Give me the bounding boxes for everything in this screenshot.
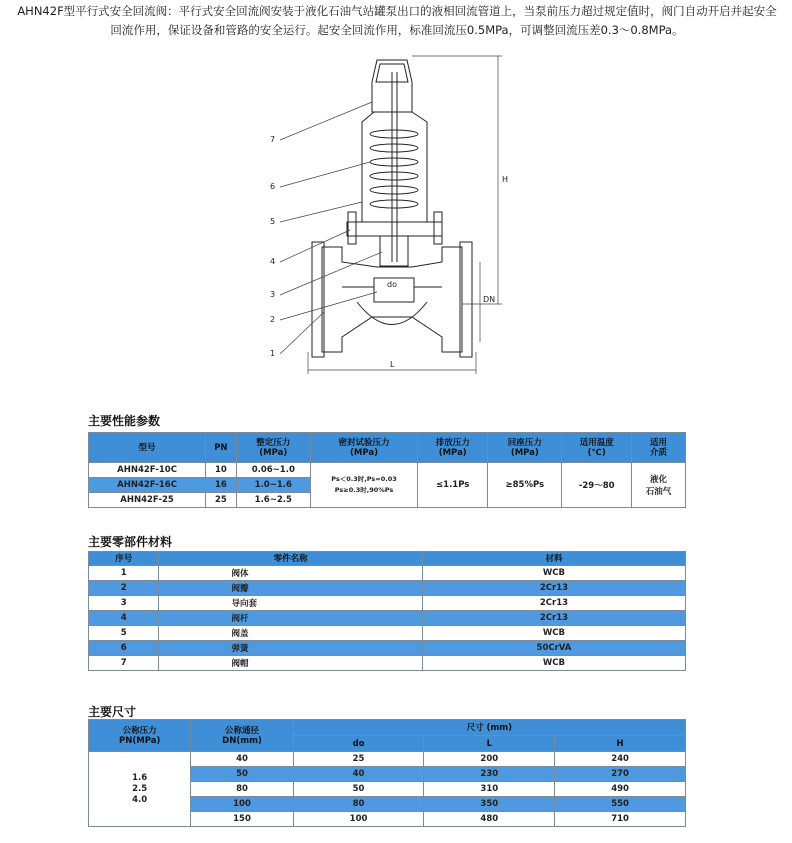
mat-no-7: 7	[89, 656, 159, 671]
perf-set-3: 1.6~2.5	[236, 493, 310, 508]
mat-name-7: 阀帽	[159, 656, 422, 671]
dim-do-5: 100	[293, 812, 424, 827]
perf-discharge: ≤1.1Ps	[418, 463, 488, 508]
perf-set-1: 0.06~1.0	[236, 463, 310, 478]
performance-table	[88, 432, 686, 508]
dim-row-1	[89, 752, 686, 767]
mat-no-2: 2	[89, 581, 159, 596]
dimensions-table	[88, 719, 686, 827]
perf-model-1: AHN42F-10C	[89, 463, 206, 478]
perf-header-seal: 密封试验压力 (MPa)	[310, 433, 417, 463]
callout-2: 2	[270, 315, 276, 324]
dim-h-5: 710	[555, 812, 686, 827]
mat-name-3: 导向套	[159, 596, 422, 611]
dim-l-4: 350	[424, 797, 555, 812]
perf-seal-line-1: Ps＜0.3时,Ps=0.03	[331, 475, 397, 483]
mat-row-4	[89, 611, 686, 626]
perf-pn-1: 10	[206, 463, 237, 478]
dim-do-2: 40	[293, 767, 424, 782]
dim-header-do: do	[293, 736, 424, 752]
dim-pn-3: 4.0	[132, 794, 148, 805]
perf-reseat: ≥85%Ps	[488, 463, 562, 508]
mat-row-2	[89, 581, 686, 596]
mat-header-name: 零件名称	[159, 552, 422, 566]
mat-name-4: 阀杆	[159, 611, 422, 626]
dim-do-4: 80	[293, 797, 424, 812]
dim-h-3: 490	[555, 782, 686, 797]
perf-temp: -29～80	[562, 463, 632, 508]
callout-1: 1	[270, 349, 276, 358]
dim-h-1: 240	[555, 752, 686, 767]
mat-mat-4: 2Cr13	[422, 611, 685, 626]
perf-header-pn: PN	[206, 433, 237, 463]
perf-header-reseat: 回座压力 (MPa)	[488, 433, 562, 463]
callout-3: 3	[270, 290, 276, 299]
dim-dn-5: 150	[191, 812, 293, 827]
dim-do-1: 25	[293, 752, 424, 767]
dim-dn-1: 40	[191, 752, 293, 767]
mat-row-6	[89, 641, 686, 656]
mat-row-5	[89, 626, 686, 641]
perf-medium-line-1: 液化	[650, 475, 668, 485]
valve-drawing	[262, 52, 522, 382]
dim-pn-2: 2.5	[132, 783, 148, 794]
perf-medium	[632, 463, 686, 508]
perf-seal	[310, 463, 417, 508]
mat-mat-2: 2Cr13	[422, 581, 685, 596]
intro-line-1: AHN42F型平行式安全回流阀：平行式安全回流阀安装于液化石油气站罐泵出口的液相回流管道上，当泵前压力超过规定值时，阀门自动开启并起安全	[17, 4, 777, 18]
dim-h-4: 550	[555, 797, 686, 812]
mat-row-7	[89, 656, 686, 671]
dimensions-title: 主要尺寸	[88, 705, 137, 719]
mat-name-5: 阀盖	[159, 626, 422, 641]
mat-name-1: 阀体	[159, 566, 422, 581]
dim-do-label: do	[387, 280, 397, 289]
mat-row-3	[89, 596, 686, 611]
dim-dn-4: 100	[191, 797, 293, 812]
perf-medium-line-2: 石油气	[645, 487, 672, 497]
perf-set-2: 1.0~1.6	[236, 478, 310, 493]
materials-title: 主要零部件材料	[88, 535, 173, 549]
dim-l-5: 480	[424, 812, 555, 827]
mat-name-2: 阀瓣	[159, 581, 422, 596]
mat-name-6: 弹簧	[159, 641, 422, 656]
materials-table	[88, 551, 686, 671]
perf-header-temp: 适用温度 (℃)	[562, 433, 632, 463]
perf-model-2: AHN42F-16C	[89, 478, 206, 493]
perf-seal-line-2: Ps≥0.3时,90%Ps	[334, 486, 394, 494]
dim-l-label: L	[390, 360, 395, 369]
perf-header-discharge: 排放压力 (MPa)	[418, 433, 488, 463]
dim-h-label: H	[502, 175, 509, 184]
mat-no-6: 6	[89, 641, 159, 656]
mat-mat-5: WCB	[422, 626, 685, 641]
dim-h-2: 270	[555, 767, 686, 782]
perf-header-set: 整定压力 (MPa)	[236, 433, 310, 463]
mat-header-material: 材料	[422, 552, 685, 566]
dim-dn-2: 50	[191, 767, 293, 782]
callout-6: 6	[270, 182, 276, 191]
dim-header-h: H	[555, 736, 686, 752]
mat-no-5: 5	[89, 626, 159, 641]
dim-header-dn: 公称通径 DN(mm)	[191, 720, 293, 752]
dim-pn-values	[89, 752, 191, 827]
intro-line-2: 回流作用，保证设备和管路的安全运行。起安全回流作用，标准回流压0.5MPa，可调整回流压差0.3～0.8MPa。	[110, 23, 684, 37]
perf-pn-2: 16	[206, 478, 237, 493]
callout-4: 4	[270, 257, 276, 266]
dim-dn-3: 80	[191, 782, 293, 797]
mat-no-1: 1	[89, 566, 159, 581]
dim-l-2: 230	[424, 767, 555, 782]
mat-no-3: 3	[89, 596, 159, 611]
mat-mat-7: WCB	[422, 656, 685, 671]
mat-mat-1: WCB	[422, 566, 685, 581]
dim-dn-label: DN	[483, 295, 496, 304]
dim-do-3: 50	[293, 782, 424, 797]
dim-header-l: L	[424, 736, 555, 752]
dim-l-1: 200	[424, 752, 555, 767]
dim-l-3: 310	[424, 782, 555, 797]
dim-header-size: 尺寸 (mm)	[293, 720, 685, 736]
mat-mat-3: 2Cr13	[422, 596, 685, 611]
mat-no-4: 4	[89, 611, 159, 626]
perf-pn-3: 25	[206, 493, 237, 508]
mat-mat-6: 50CrVA	[422, 641, 685, 656]
perf-header-medium: 适用 介质	[632, 433, 686, 463]
intro-text	[6, 2, 788, 40]
dim-header-pn: 公称压力 PN(MPa)	[89, 720, 191, 752]
callout-7: 7	[270, 135, 276, 144]
performance-title: 主要性能参数	[88, 414, 161, 428]
mat-row-1	[89, 566, 686, 581]
dim-pn-1: 1.6	[132, 772, 148, 783]
callout-5: 5	[270, 217, 276, 226]
mat-header-no: 序号	[89, 552, 159, 566]
perf-model-3: AHN42F-25	[89, 493, 206, 508]
perf-header-model: 型号	[89, 433, 206, 463]
